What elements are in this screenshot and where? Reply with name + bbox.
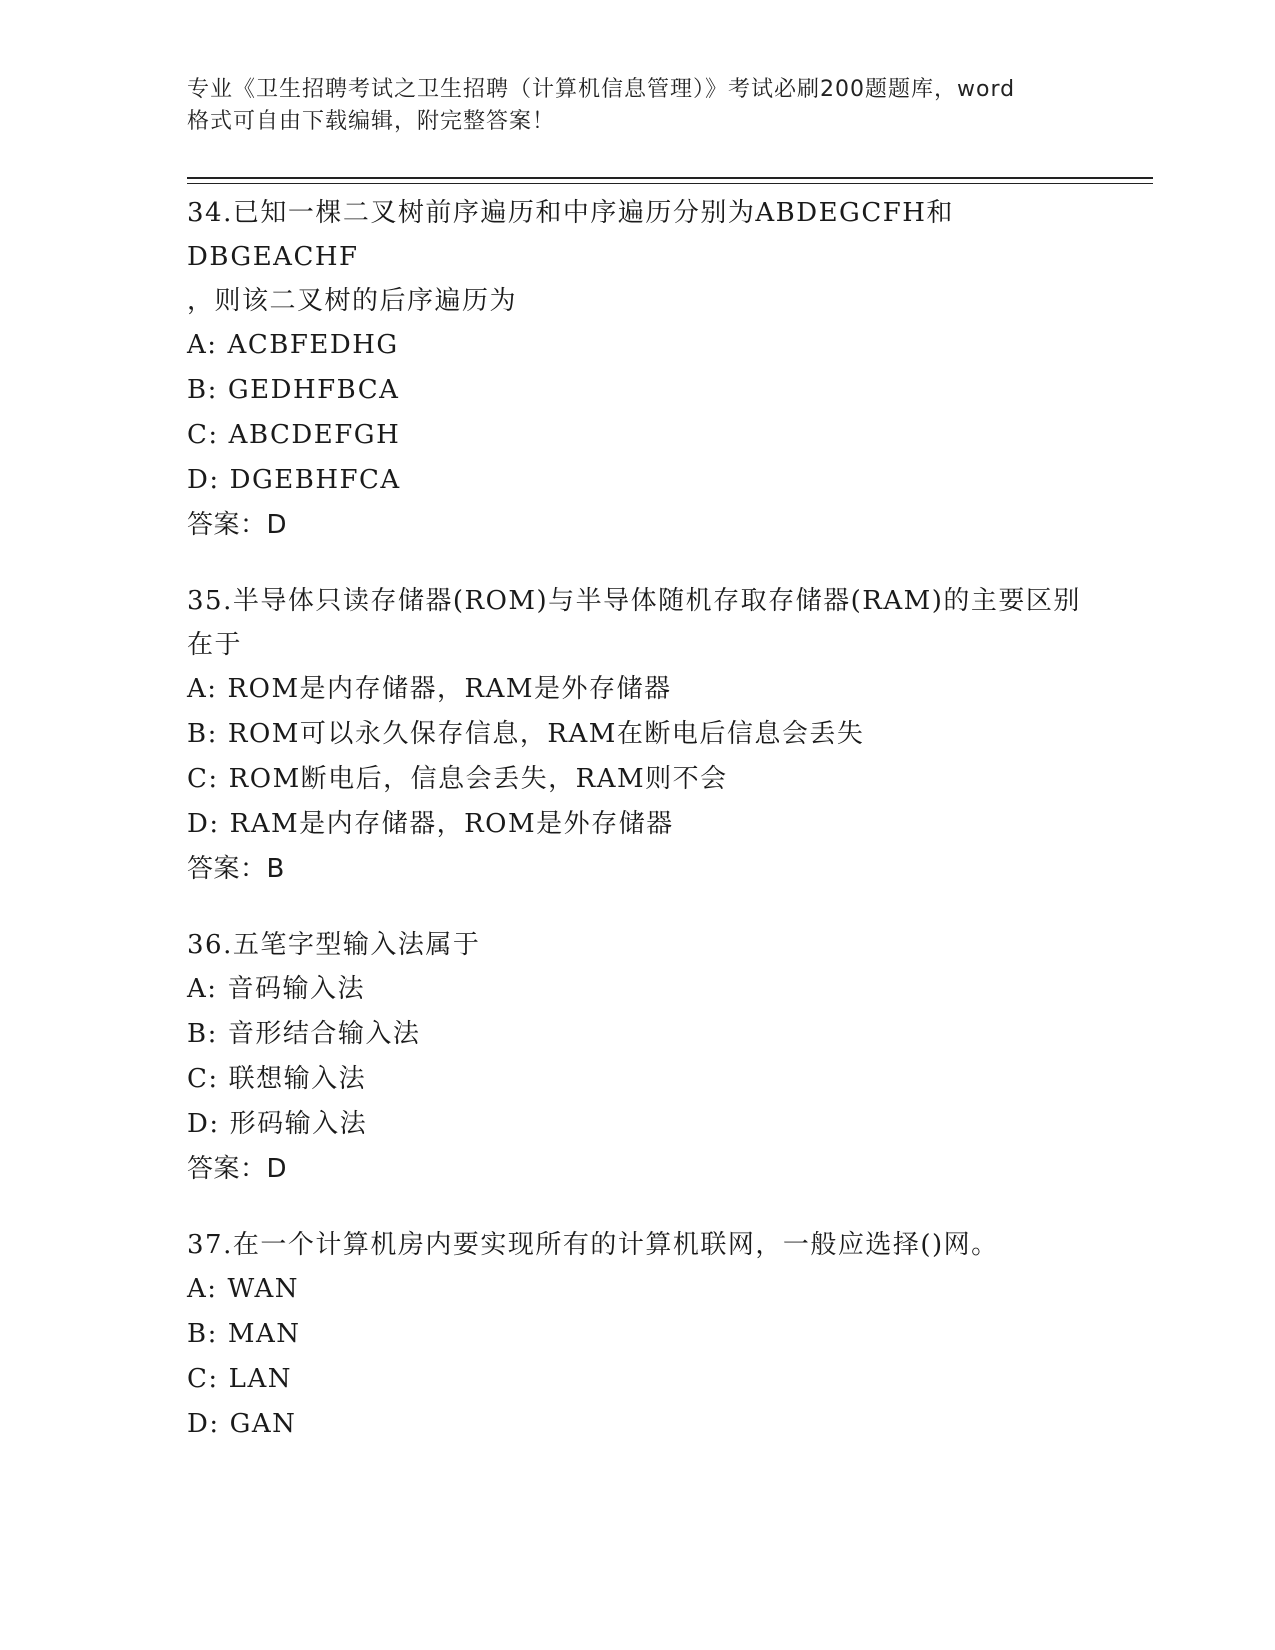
option-text: ABCDEFGH — [228, 420, 401, 450]
option-key: C — [187, 764, 209, 794]
option-a: A: WAN — [187, 1274, 300, 1304]
option-text: 音码输入法 — [227, 974, 366, 1004]
option-text: ROM是内存储器，RAM是外存储器 — [227, 674, 672, 704]
question-35 — [187, 579, 1107, 891]
option-text: ROM断电后，信息会丢失，RAM则不会 — [228, 764, 728, 794]
option-text: ROM可以永久保存信息，RAM在断电后信息会丢失 — [227, 719, 865, 749]
option-text: 形码输入法 — [229, 1109, 368, 1139]
option-a: A: 音码输入法 — [187, 974, 366, 1004]
option-text: 联想输入法 — [228, 1064, 367, 1094]
option-text: WAN — [227, 1274, 300, 1304]
option-key: C — [187, 1364, 209, 1394]
option-c: C: ROM断电后，信息会丢失，RAM则不会 — [187, 764, 728, 794]
question-34 — [187, 191, 1107, 547]
option-b: B: ROM可以永久保存信息，RAM在断电后信息会丢失 — [187, 719, 865, 749]
option-key: D — [187, 1409, 210, 1439]
option-text: LAN — [228, 1364, 292, 1394]
option-key: B — [187, 719, 208, 749]
header-divider — [187, 177, 1153, 184]
option-b: B: MAN — [187, 1319, 301, 1349]
option-d: D: GAN — [187, 1409, 297, 1439]
option-c: C: 联想输入法 — [187, 1064, 367, 1094]
option-text: GAN — [229, 1409, 297, 1439]
option-a: A: ACBFEDHG — [187, 330, 399, 360]
option-d: D: RAM是内存储器，ROM是外存储器 — [187, 809, 674, 839]
option-text: GEDHFBCA — [227, 375, 400, 405]
option-text: 音形结合输入法 — [227, 1019, 421, 1049]
option-text: DGEBHFCA — [229, 465, 401, 495]
option-c: C: ABCDEFGH — [187, 420, 401, 450]
option-key: D — [187, 1109, 210, 1139]
option-b: B: 音形结合输入法 — [187, 1019, 421, 1049]
option-key: D — [187, 465, 210, 495]
option-d: D: 形码输入法 — [187, 1109, 368, 1139]
document-header — [187, 74, 1087, 138]
question-title-cont: 在于 — [187, 630, 243, 660]
option-b: B: GEDHFBCA — [187, 375, 400, 405]
question-title: 37.在一个计算机房内要实现所有的计算机联网，一般应选择()网。 — [187, 1230, 999, 1260]
question-title: 35.半导体只读存储器(ROM)与半导体随机存取存储器(RAM)的主要区别 — [187, 586, 1081, 616]
answer-line: 答案：D — [187, 1154, 288, 1184]
option-c: C: LAN — [187, 1364, 292, 1394]
option-text: RAM是内存储器，ROM是外存储器 — [229, 809, 674, 839]
question-title-cont: ，则该二叉树的后序遍历为 — [187, 286, 518, 316]
question-title: 34.已知一棵二叉树前序遍历和中序遍历分别为ABDEGCFH和DBGEACHF — [187, 198, 954, 272]
question-36 — [187, 923, 1107, 1191]
option-key: C — [187, 420, 209, 450]
header-line-1: 专业《卫生招聘考试之卫生招聘（计算机信息管理）》考试必刷200题题库，word — [187, 77, 1016, 102]
question-37 — [187, 1223, 1107, 1447]
option-key: C — [187, 1064, 209, 1094]
answer-line: 答案：B — [187, 854, 285, 884]
option-key: B — [187, 1319, 208, 1349]
option-key: A — [187, 330, 208, 360]
option-text: ACBFEDHG — [227, 330, 399, 360]
question-list — [187, 191, 1107, 1479]
option-a: A: ROM是内存储器，RAM是外存储器 — [187, 674, 672, 704]
answer-line: 答案：D — [187, 510, 288, 540]
option-key: A — [187, 974, 208, 1004]
option-d: D: DGEBHFCA — [187, 465, 401, 495]
option-text: MAN — [227, 1319, 301, 1349]
option-key: A — [187, 674, 208, 704]
option-key: D — [187, 809, 210, 839]
option-key: A — [187, 1274, 208, 1304]
question-title: 36.五笔字型输入法属于 — [187, 930, 481, 960]
option-key: B — [187, 375, 208, 405]
header-line-2: 格式可自由下载编辑，附完整答案！ — [187, 109, 556, 134]
option-key: B — [187, 1019, 208, 1049]
